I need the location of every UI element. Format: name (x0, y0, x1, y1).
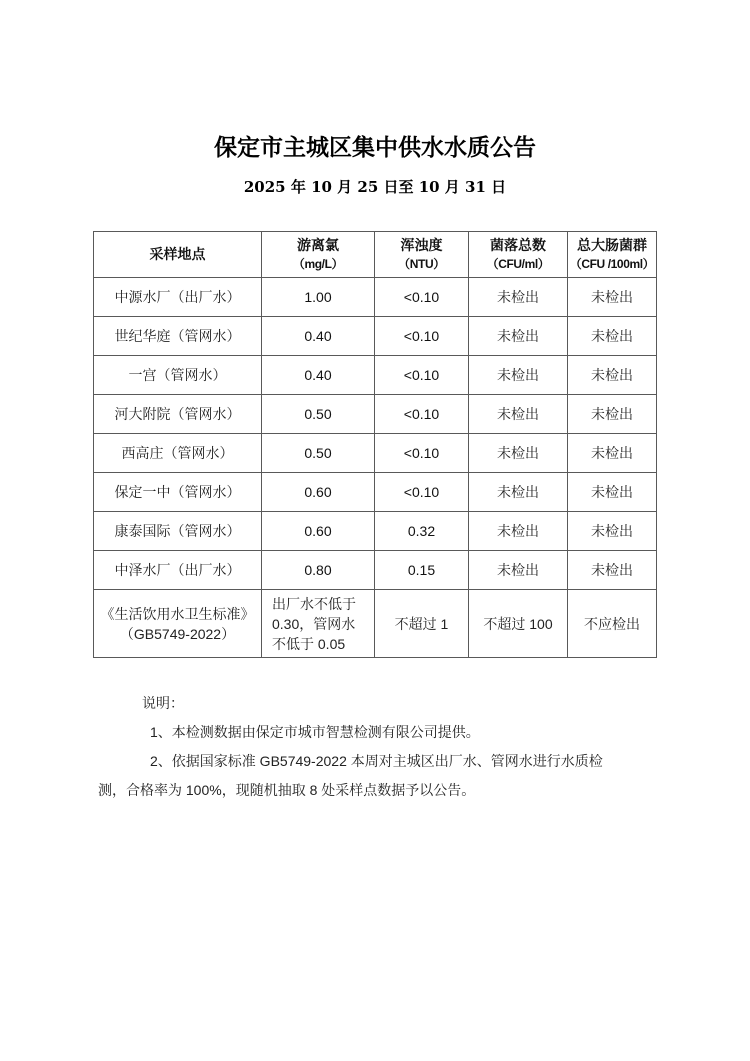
chlorine-value: 1.00 (262, 278, 375, 317)
header-colony (469, 232, 568, 278)
header-unit: （CFU/ml） (486, 256, 550, 271)
page-title: 保定市主城区集中供水水质公告 (214, 134, 536, 161)
header-label: 菌落总数 (490, 236, 546, 253)
header-label: 浑浊度 (400, 236, 443, 253)
standard-name-line2: （GB5749-2022） (119, 625, 236, 642)
chlorine-value: 0.40 (262, 356, 375, 395)
coliform-value: 未检出 (568, 317, 657, 356)
chlorine-value: 0.60 (262, 512, 375, 551)
colony-value: 未检出 (469, 473, 568, 512)
coliform-value: 未检出 (568, 278, 657, 317)
coliform-value: 未检出 (568, 395, 657, 434)
colony-value: 未检出 (469, 512, 568, 551)
turbidity-value: <0.10 (375, 434, 469, 473)
standard-name-line1: 《生活饮用水卫生标准》 (100, 605, 255, 622)
colony-value: 未检出 (469, 356, 568, 395)
header-unit: （CFU /100ml） (569, 256, 655, 271)
coliform-value: 未检出 (568, 512, 657, 551)
coliform-value: 未检出 (568, 473, 657, 512)
location-cell: 世纪华庭（管网水） (94, 317, 262, 356)
location-cell: 康泰国际（管网水） (94, 512, 262, 551)
location-cell: 保定一中（管网水） (94, 473, 262, 512)
colony-value: 未检出 (469, 434, 568, 473)
colony-value: 未检出 (469, 317, 568, 356)
turbidity-value: <0.10 (375, 395, 469, 434)
colony-value: 未检出 (469, 395, 568, 434)
table-row (94, 512, 657, 551)
header-turbidity (375, 232, 469, 278)
table-row (94, 395, 657, 434)
header-label: 采样地点 (149, 246, 206, 262)
location-cell: 河大附院（管网水） (94, 395, 262, 434)
standard-colony-limit: 不超过 100 (469, 590, 568, 658)
standard-chlorine-limit: 出厂水不低于0.30，管网水不低于 0.05 (262, 590, 375, 658)
notes-label: 说明： (142, 695, 184, 711)
location-cell: 西高庄（管网水） (94, 434, 262, 473)
table-row (94, 473, 657, 512)
header-unit: （mg/L） (292, 256, 344, 271)
table-row (94, 278, 657, 317)
standard-name-cell (94, 590, 262, 658)
table-row (94, 317, 657, 356)
location-cell: 中源水厂（出厂水） (94, 278, 262, 317)
standard-coliform-limit: 不应检出 (568, 590, 657, 658)
header-unit: （NTU） (398, 256, 445, 271)
chlorine-value: 0.80 (262, 551, 375, 590)
coliform-value: 未检出 (568, 434, 657, 473)
colony-value: 未检出 (469, 278, 568, 317)
chlorine-value: 0.60 (262, 473, 375, 512)
turbidity-value: 0.32 (375, 512, 469, 551)
location-cell: 一宫（管网水） (94, 356, 262, 395)
turbidity-value: <0.10 (375, 317, 469, 356)
chlorine-value: 0.50 (262, 434, 375, 473)
chlorine-value: 0.40 (262, 317, 375, 356)
header-label: 游离氯 (297, 236, 339, 253)
table-row (94, 551, 657, 590)
water-quality-table (93, 231, 657, 658)
chlorine-value: 0.50 (262, 395, 375, 434)
header-label: 总大肠菌群 (577, 236, 647, 253)
notes-section (98, 689, 624, 805)
colony-value: 未检出 (469, 551, 568, 590)
standard-row (94, 590, 657, 658)
turbidity-value: <0.10 (375, 356, 469, 395)
date-range: 2025 年 10 月 25 日至 10 月 31 日 (243, 178, 507, 196)
turbidity-value: 0.15 (375, 551, 469, 590)
note-item-1: 1、本检测数据由保定市城市智慧检测有限公司提供。 (150, 724, 480, 740)
note-item-2: 2、依据国家标准 GB5749-2022 本周对主城区出厂水、管网水进行水质检测，合格率为 100%，现随机抽取 8 处采样点数据予以公告。 (98, 753, 603, 798)
standard-turbidity-limit: 不超过 1 (375, 590, 469, 658)
table-row (94, 434, 657, 473)
header-coliform (568, 232, 657, 278)
table-header-row (94, 232, 657, 278)
turbidity-value: <0.10 (375, 473, 469, 512)
header-chlorine (262, 232, 375, 278)
coliform-value: 未检出 (568, 356, 657, 395)
coliform-value: 未检出 (568, 551, 657, 590)
turbidity-value: <0.10 (375, 278, 469, 317)
table-row (94, 356, 657, 395)
header-location (94, 232, 262, 278)
location-cell: 中泽水厂（出厂水） (94, 551, 262, 590)
